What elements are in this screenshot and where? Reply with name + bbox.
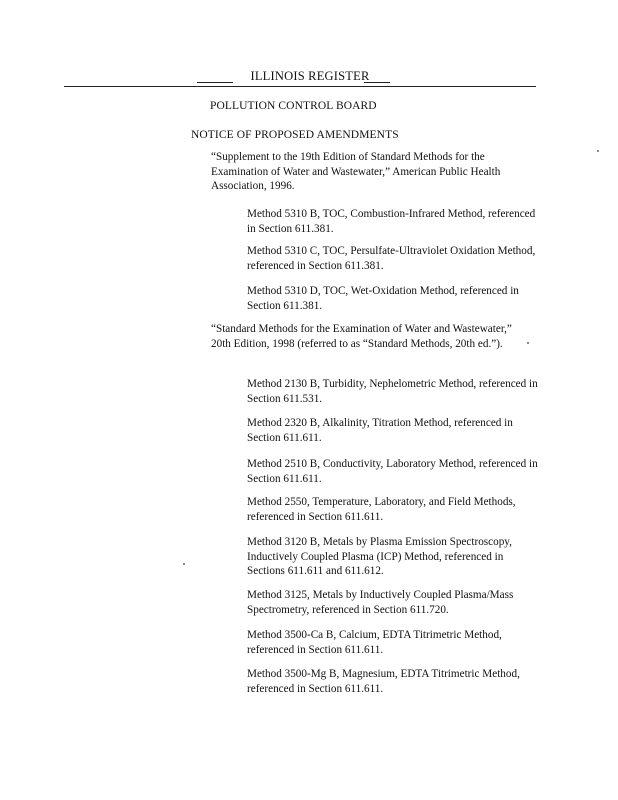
method-item: Method 5310 B, TOC, Combustion-Infrared Method, referenced in Section 611.381. (247, 208, 536, 235)
reference-citation-1: “Supplement to the 19th Edition of Standard Methods for the Examination of Water and Wastewater,” American Public Health Association, 1996. (211, 151, 501, 192)
method-item: Method 2130 B, Turbidity, Nephelometric Method, referenced in Section 611.531. (247, 378, 538, 405)
method-item: Method 2510 B, Conductivity, Laboratory Method, referenced in Section 611.611. (247, 458, 538, 485)
method-item: Method 3120 B, Metals by Plasma Emission Spectroscopy, Inductively Coupled Plasma (ICP) Method, referenced in Sections 611.611 and 611.612. (247, 536, 512, 577)
method-item: Method 3500-Ca B, Calcium, EDTA Titrimetric Method, referenced in Section 611.611. (247, 629, 502, 656)
scan-speck (527, 342, 529, 344)
method-item: Method 3125, Metals by Inductively Coupled Plasma/Mass Spectrometry, referenced in Section 611.720. (247, 589, 514, 616)
method-item: Method 5310 C, TOC, Persulfate-Ultraviolet Oxidation Method, referenced in Section 611.381. (247, 245, 536, 272)
method-item: Method 5310 D, TOC, Wet-Oxidation Method, referenced in Section 611.381. (247, 285, 519, 312)
method-item: Method 2320 B, Alkalinity, Titration Method, referenced in Section 611.611. (247, 417, 513, 444)
scan-speck (597, 150, 599, 152)
scan-speck (183, 563, 185, 565)
method-item: Method 2550, Temperature, Laboratory, and Field Methods, referenced in Section 611.611. (247, 496, 516, 523)
reference-citation-2: “Standard Methods for the Examination of Water and Wastewater,” 20th Edition, 1998 (referred to as “Standard Methods, 20th ed.”). (211, 323, 512, 350)
notice-title: NOTICE OF PROPOSED AMENDMENTS (191, 129, 399, 141)
method-item: Method 3500-Mg B, Magnesium, EDTA Titrimetric Method, referenced in Section 611.611. (247, 668, 520, 695)
register-title: ILLINOIS REGISTER (250, 69, 370, 83)
board-title: POLLUTION CONTROL BOARD (210, 100, 377, 112)
header-rule (64, 86, 536, 87)
header-rule-right-mark (364, 82, 390, 83)
